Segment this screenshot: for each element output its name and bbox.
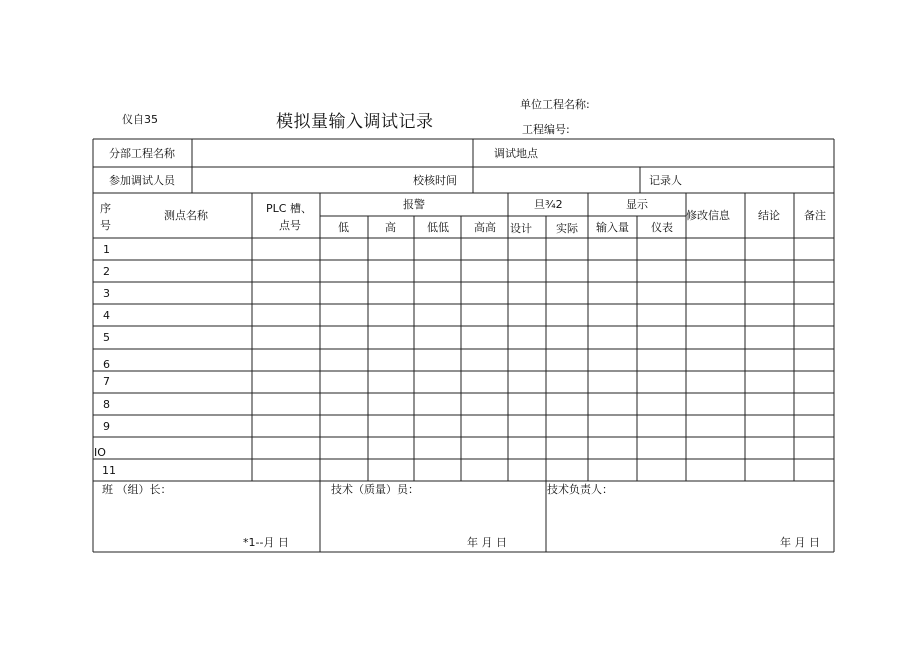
seq-header-top: 序 [100,202,111,215]
row-number: 11 [102,464,116,477]
project-number-label: 工程编号: [522,123,570,136]
range-actual-header: 实际 [556,222,578,235]
range-design-header: 设计 [510,222,532,235]
row-number: IO [94,446,106,459]
sub-project-label: 分部工程名称 [109,147,175,160]
form-code: 仪自35 [122,113,158,126]
row-number: 3 [103,287,110,300]
row-number: 4 [103,309,110,322]
row-number: 5 [103,331,110,344]
seq-header-bottom: 号 [100,219,111,232]
display-input-header: 输入量 [596,221,629,234]
team-leader-label: 班 （组）长： [102,483,172,496]
modify-info-header: 修改信息 [686,209,730,222]
row-number: 8 [103,398,110,411]
unit-project-name-label: 单位工程名称: [520,98,590,111]
date-tech-quality: 年 月 日 [467,536,507,549]
display-header: 显示 [626,198,648,211]
plc-header-top: PLC 槽、 [266,202,312,215]
display-meter-header: 仪表 [651,221,673,234]
participants-label: 参加调试人员 [109,174,175,187]
alarm-low-header: 低 [338,221,349,234]
date-team-leader: *1--月 日 [243,536,289,549]
alarm-lowlow-header: 低低 [427,221,449,234]
range-header: 旦¾2 [534,198,563,211]
row-number: 7 [103,375,110,388]
plc-header-bottom: 点号 [279,219,301,232]
alarm-high-header: 高 [385,221,396,234]
calibration-time-label: 校核时间 [413,174,457,187]
conclusion-header: 结论 [758,209,780,222]
tech-quality-label: 技术（质量）员： [331,483,419,496]
recorder-label: 记录人 [649,174,682,187]
row-number: 2 [103,265,110,278]
row-number: 6 [103,358,110,371]
row-number: 1 [103,243,110,256]
debug-location-label: 调试地点 [494,147,538,160]
alarm-header: 报警 [403,198,425,211]
point-name-header: 测点名称 [164,209,208,222]
alarm-highhigh-header: 高高 [474,221,496,234]
row-number: 9 [103,420,110,433]
document-title: 模拟量输入调试记录 [276,112,434,132]
date-tech-leader: 年 月 日 [780,536,820,549]
remarks-header: 备注 [804,209,826,222]
tech-leader-label: 技术负责人： [547,483,613,496]
